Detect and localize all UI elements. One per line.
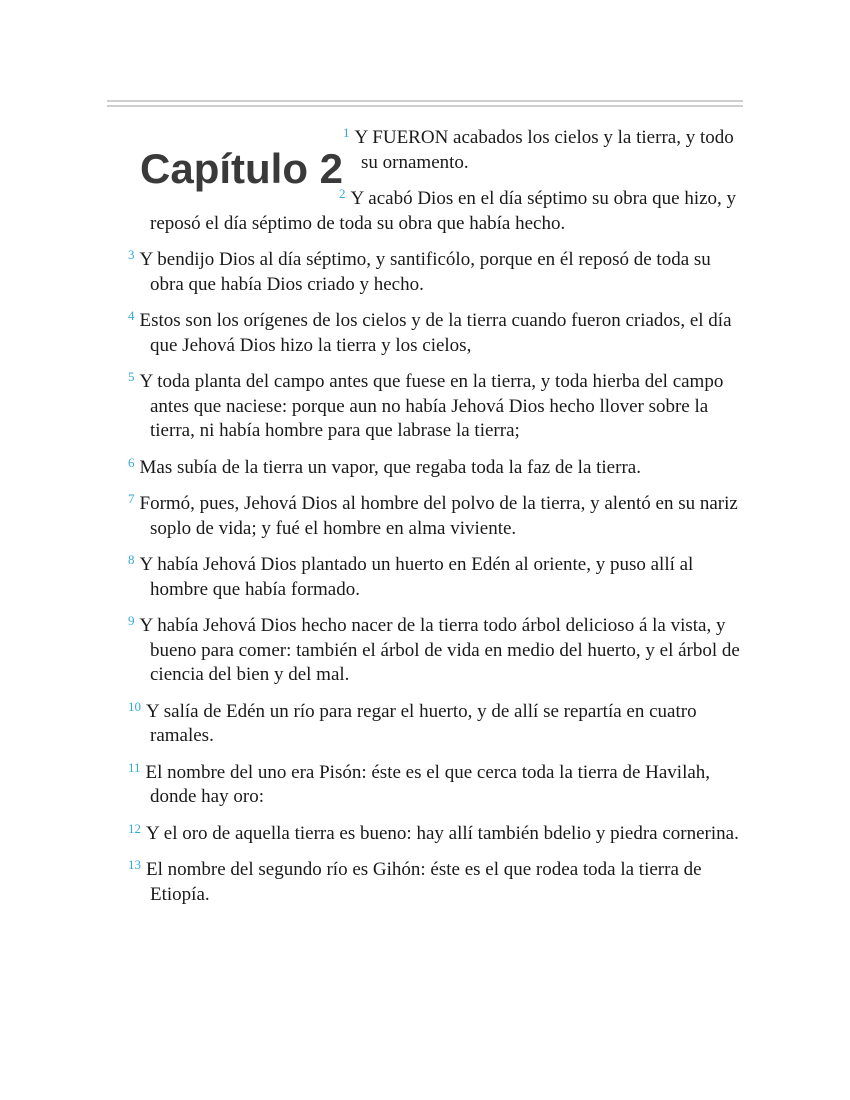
verse bbox=[108, 492, 742, 541]
verse bbox=[108, 187, 742, 236]
verse-number: 1 bbox=[343, 125, 350, 140]
header-divider bbox=[107, 100, 743, 107]
verse-text: Y había Jehová Dios plantado un huerto en Edén al oriente, y puso allí al hombre que había formado. bbox=[139, 554, 694, 600]
verse-number: 4 bbox=[128, 308, 135, 323]
verse bbox=[108, 553, 742, 602]
chapter-title: Capítulo 2 bbox=[140, 145, 344, 192]
verse-number: 3 bbox=[128, 247, 135, 262]
verse-text: Y el oro de aquella tierra es bueno: hay allí también bdelio y piedra cornerina. bbox=[146, 822, 739, 844]
verse-text: Y había Jehová Dios hecho nacer de la tierra todo árbol delicioso á la vista, y bueno para comer: también el árbol de vida en medio del huerto, y el árbol de ciencia del bien y del mal. bbox=[139, 615, 740, 685]
verse-number: 9 bbox=[128, 613, 135, 628]
verse-text: Y salía de Edén un río para regar el huerto, y de allí se repartía en cuatro ramales. bbox=[146, 700, 697, 746]
verse-text: Y bendijo Dios al día séptimo, y santificólo, porque en él reposó de toda su obra que había Dios criado y hecho. bbox=[139, 249, 711, 295]
verse-number: 11 bbox=[128, 759, 141, 775]
verse-text: Y acabó Dios en el día séptimo su obra que hizo, y reposó el día séptimo de toda su obra que había hecho. bbox=[150, 188, 737, 234]
verse-text: Y FUERON acabados los cielos y la tierra, y todo su ornamento. bbox=[354, 127, 734, 173]
verse-text: El nombre del segundo río es Gihón: éste es el que rodea toda la tierra de Etiopía. bbox=[146, 859, 702, 905]
verse bbox=[108, 761, 742, 810]
verse-number: 6 bbox=[128, 454, 135, 470]
verse bbox=[108, 858, 742, 907]
verse bbox=[108, 614, 742, 688]
verse bbox=[108, 700, 742, 749]
chapter-content bbox=[108, 126, 742, 919]
verse bbox=[108, 248, 742, 297]
verse bbox=[108, 822, 742, 847]
verse-text: Mas subía de la tierra un vapor, que regaba toda la faz de la tierra. bbox=[139, 456, 641, 478]
verse bbox=[108, 309, 742, 358]
verse-number: 10 bbox=[128, 698, 141, 714]
verse-number: 12 bbox=[128, 820, 141, 836]
verse-number: 2 bbox=[339, 186, 346, 201]
verse-text: El nombre del uno era Pisón: éste es el que cerca toda la tierra de Havilah, donde hay oro: bbox=[145, 761, 711, 807]
verse-text: Y toda planta del campo antes que fuese en la tierra, y toda hierba del campo antes que naciese: porque aun no había Jehová Dios hecho llover sobre la tierra, ni había hombre para que labrase la tierra; bbox=[139, 371, 724, 441]
verse-text: Estos son los orígenes de los cielos y de la tierra cuando fueron criados, el día que Jehová Dios hizo la tierra y los cielos, bbox=[139, 310, 732, 356]
verse-number: 5 bbox=[128, 369, 135, 384]
verse-number: 8 bbox=[128, 552, 135, 567]
verse-number: 13 bbox=[128, 857, 141, 872]
verse-text: Formó, pues, Jehová Dios al hombre del polvo de la tierra, y alentó en su nariz soplo de vida; y fué el hombre en alma viviente. bbox=[139, 493, 738, 539]
verse bbox=[108, 456, 742, 481]
verse bbox=[108, 370, 742, 444]
verse-number: 7 bbox=[128, 491, 135, 506]
